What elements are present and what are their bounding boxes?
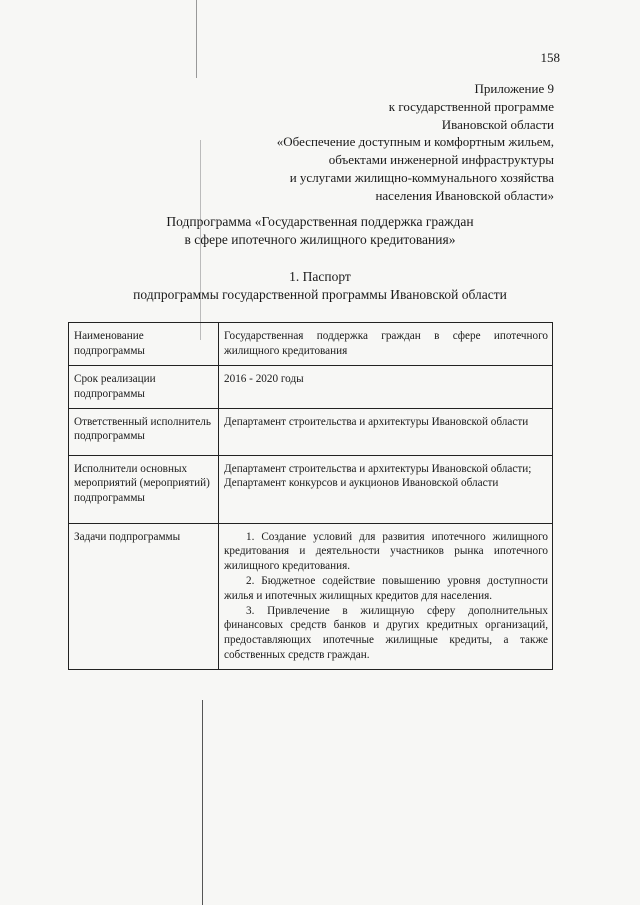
row-value: [219, 455, 553, 523]
subprogram-title-line: Подпрограмма «Государственная поддержка граждан: [166, 214, 474, 229]
row-value: 2016 - 2020 годы: [219, 366, 553, 409]
subprogram-title-line: в сфере ипотечного жилищного кредитования»: [184, 232, 456, 247]
passport-table: [68, 322, 553, 670]
row-value: [219, 523, 553, 669]
table-row: [69, 523, 553, 669]
passport-title: [80, 268, 560, 304]
task-item: 1. Создание условий для развития ипотечного жилищного кредитования и деятельности участников рынка ипотечного жилищного кредитования.: [224, 530, 548, 573]
row-value: Департамент строительства и архитектуры Ивановской области: [219, 408, 553, 455]
scan-artifact-line-top: [196, 0, 197, 78]
row-value: Государственная поддержка граждан в сфере ипотечного жилищного кредитования: [219, 323, 553, 366]
row-label: Ответственный исполнитель подпрограммы: [69, 408, 219, 455]
passport-subheading: подпрограммы государственной программы Ивановской области: [133, 287, 507, 302]
scan-artifact-line-bottom: [202, 700, 203, 905]
appendix-line: и услугами жилищно-коммунального хозяйства: [289, 169, 554, 185]
page-number: 158: [540, 50, 560, 65]
executor-line: Департамент конкурсов и аукционов Ивановской области: [224, 477, 499, 490]
passport-heading: 1. Паспорт: [289, 269, 351, 284]
appendix-header: [200, 80, 554, 205]
row-label: Задачи подпрограммы: [69, 523, 219, 669]
appendix-line: Ивановской области: [441, 116, 554, 132]
task-item: 2. Бюджетное содействие повышению уровня доступности жилья и ипотечных жилищных кредитов для населения.: [224, 574, 548, 602]
table-row: [69, 323, 553, 366]
subprogram-title: [120, 213, 520, 249]
table-row: [69, 366, 553, 409]
row-label: Наименование подпрограммы: [69, 323, 219, 366]
executor-line: Департамент строительства и архитектуры Ивановской области;: [224, 462, 532, 475]
row-label: Исполнители основных мероприятий (мероприятий) подпрограммы: [69, 455, 219, 523]
row-label: Срок реализации подпрограммы: [69, 366, 219, 409]
task-item: 3. Привлечение в жилищную сферу дополнительных финансовых средств банков и других кредитных организаций, предоставляющих ипотечные жилищные кредиты, а также собственных средств граждан.: [224, 604, 548, 661]
appendix-line: к государственной программе: [388, 98, 554, 114]
appendix-line: Приложение 9: [474, 81, 554, 96]
table-row: [69, 408, 553, 455]
appendix-line: населения Ивановской области»: [375, 187, 554, 203]
appendix-line: объектами инженерной инфраструктуры: [328, 152, 554, 168]
table-row: [69, 455, 553, 523]
appendix-line: «Обеспечение доступным и комфортным жильем,: [276, 134, 554, 150]
